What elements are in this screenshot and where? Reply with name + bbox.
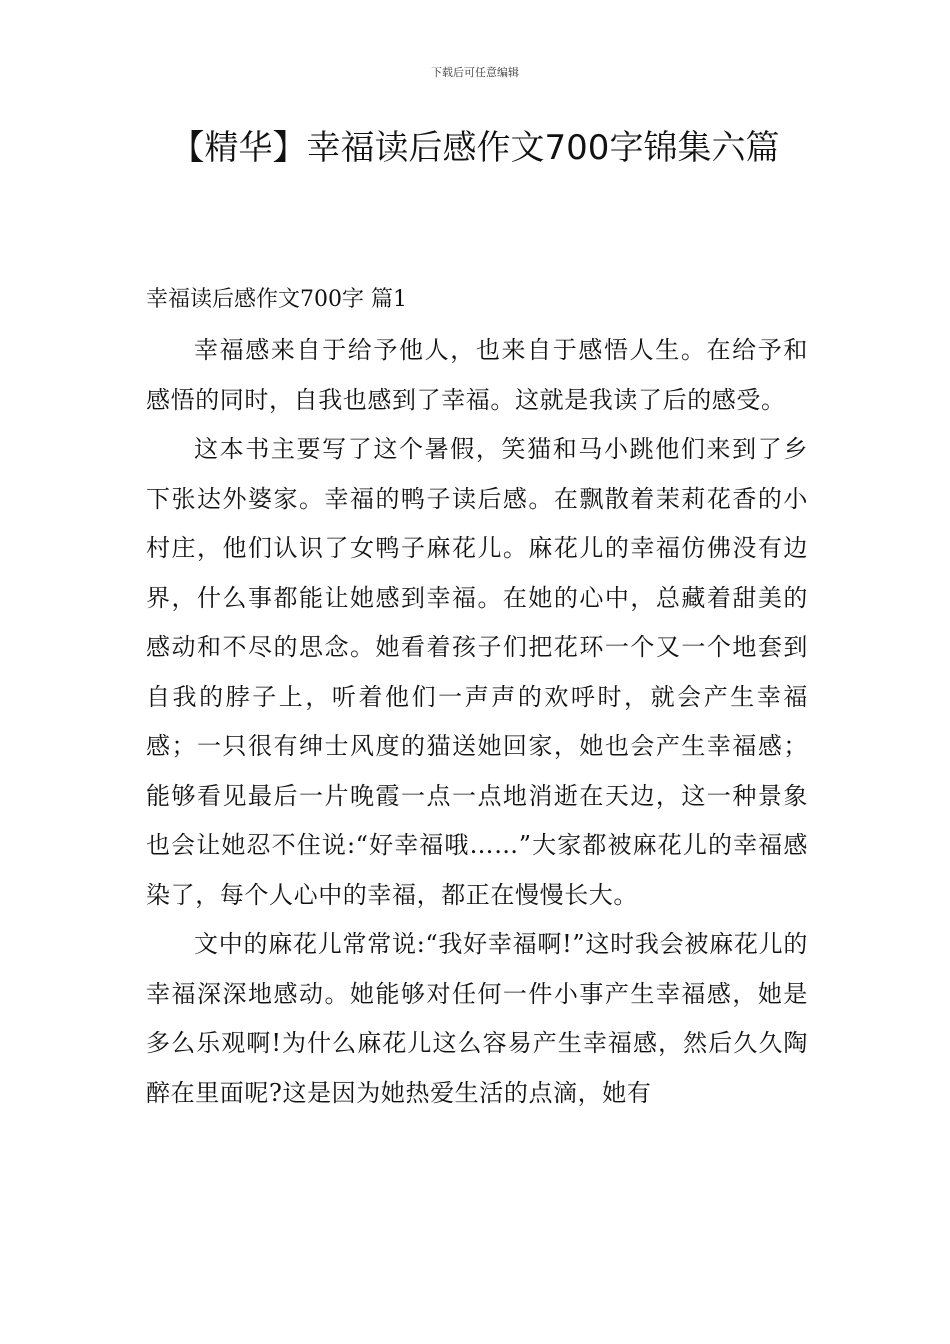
paragraph-2: 这本书主要写了这个暑假，笑猫和马小跳他们来到了乡下张达外婆家。幸福的鸭子读后感。在飘散着茉莉花香的小村庄，他们认识了女鸭子麻花儿。麻花儿的幸福仿佛没有边界，什么事都能让她感到幸福。在她的心中，总藏着甜美的感动和不尽的思念。她看着孩子们把花环一个又一个地套到自我的脖子上，听着他们一声声的欢呼时，就会产生幸福感；一只很有绅士风度的猫送她回家，她也会产生幸福感；能够看见最后一片晚霞一点一点地消逝在天边，这一种景象也会让她忍不住说:“好幸福哦……”大家都被麻花儿的幸福感染了，每个人心中的幸福，都正在慢慢长大。 [146, 435, 808, 909]
section-heading: 幸福读后感作文700字 篇1 [146, 287, 407, 312]
document-title: 【精华】幸福读后感作文700字锦集六篇 [170, 128, 780, 168]
header-note: 下载后可任意编辑 [431, 66, 519, 79]
paragraph-1: 幸福感来自于给予他人，也来自于感悟人生。在给予和感悟的同时，自我也感到了幸福。这就是我读了后的感受。 [146, 336, 808, 414]
paragraph-3: 文中的麻花儿常常说:“我好幸福啊!”这时我会被麻花儿的幸福深深地感动。她能够对任何一件小事产生幸福感，她是多么乐观啊!为什么麻花儿这么容易产生幸福感，然后久久陶醉在里面呢?这是因为她热爱生活的点滴，她有 [146, 930, 808, 1107]
article-body [146, 280, 808, 1118]
